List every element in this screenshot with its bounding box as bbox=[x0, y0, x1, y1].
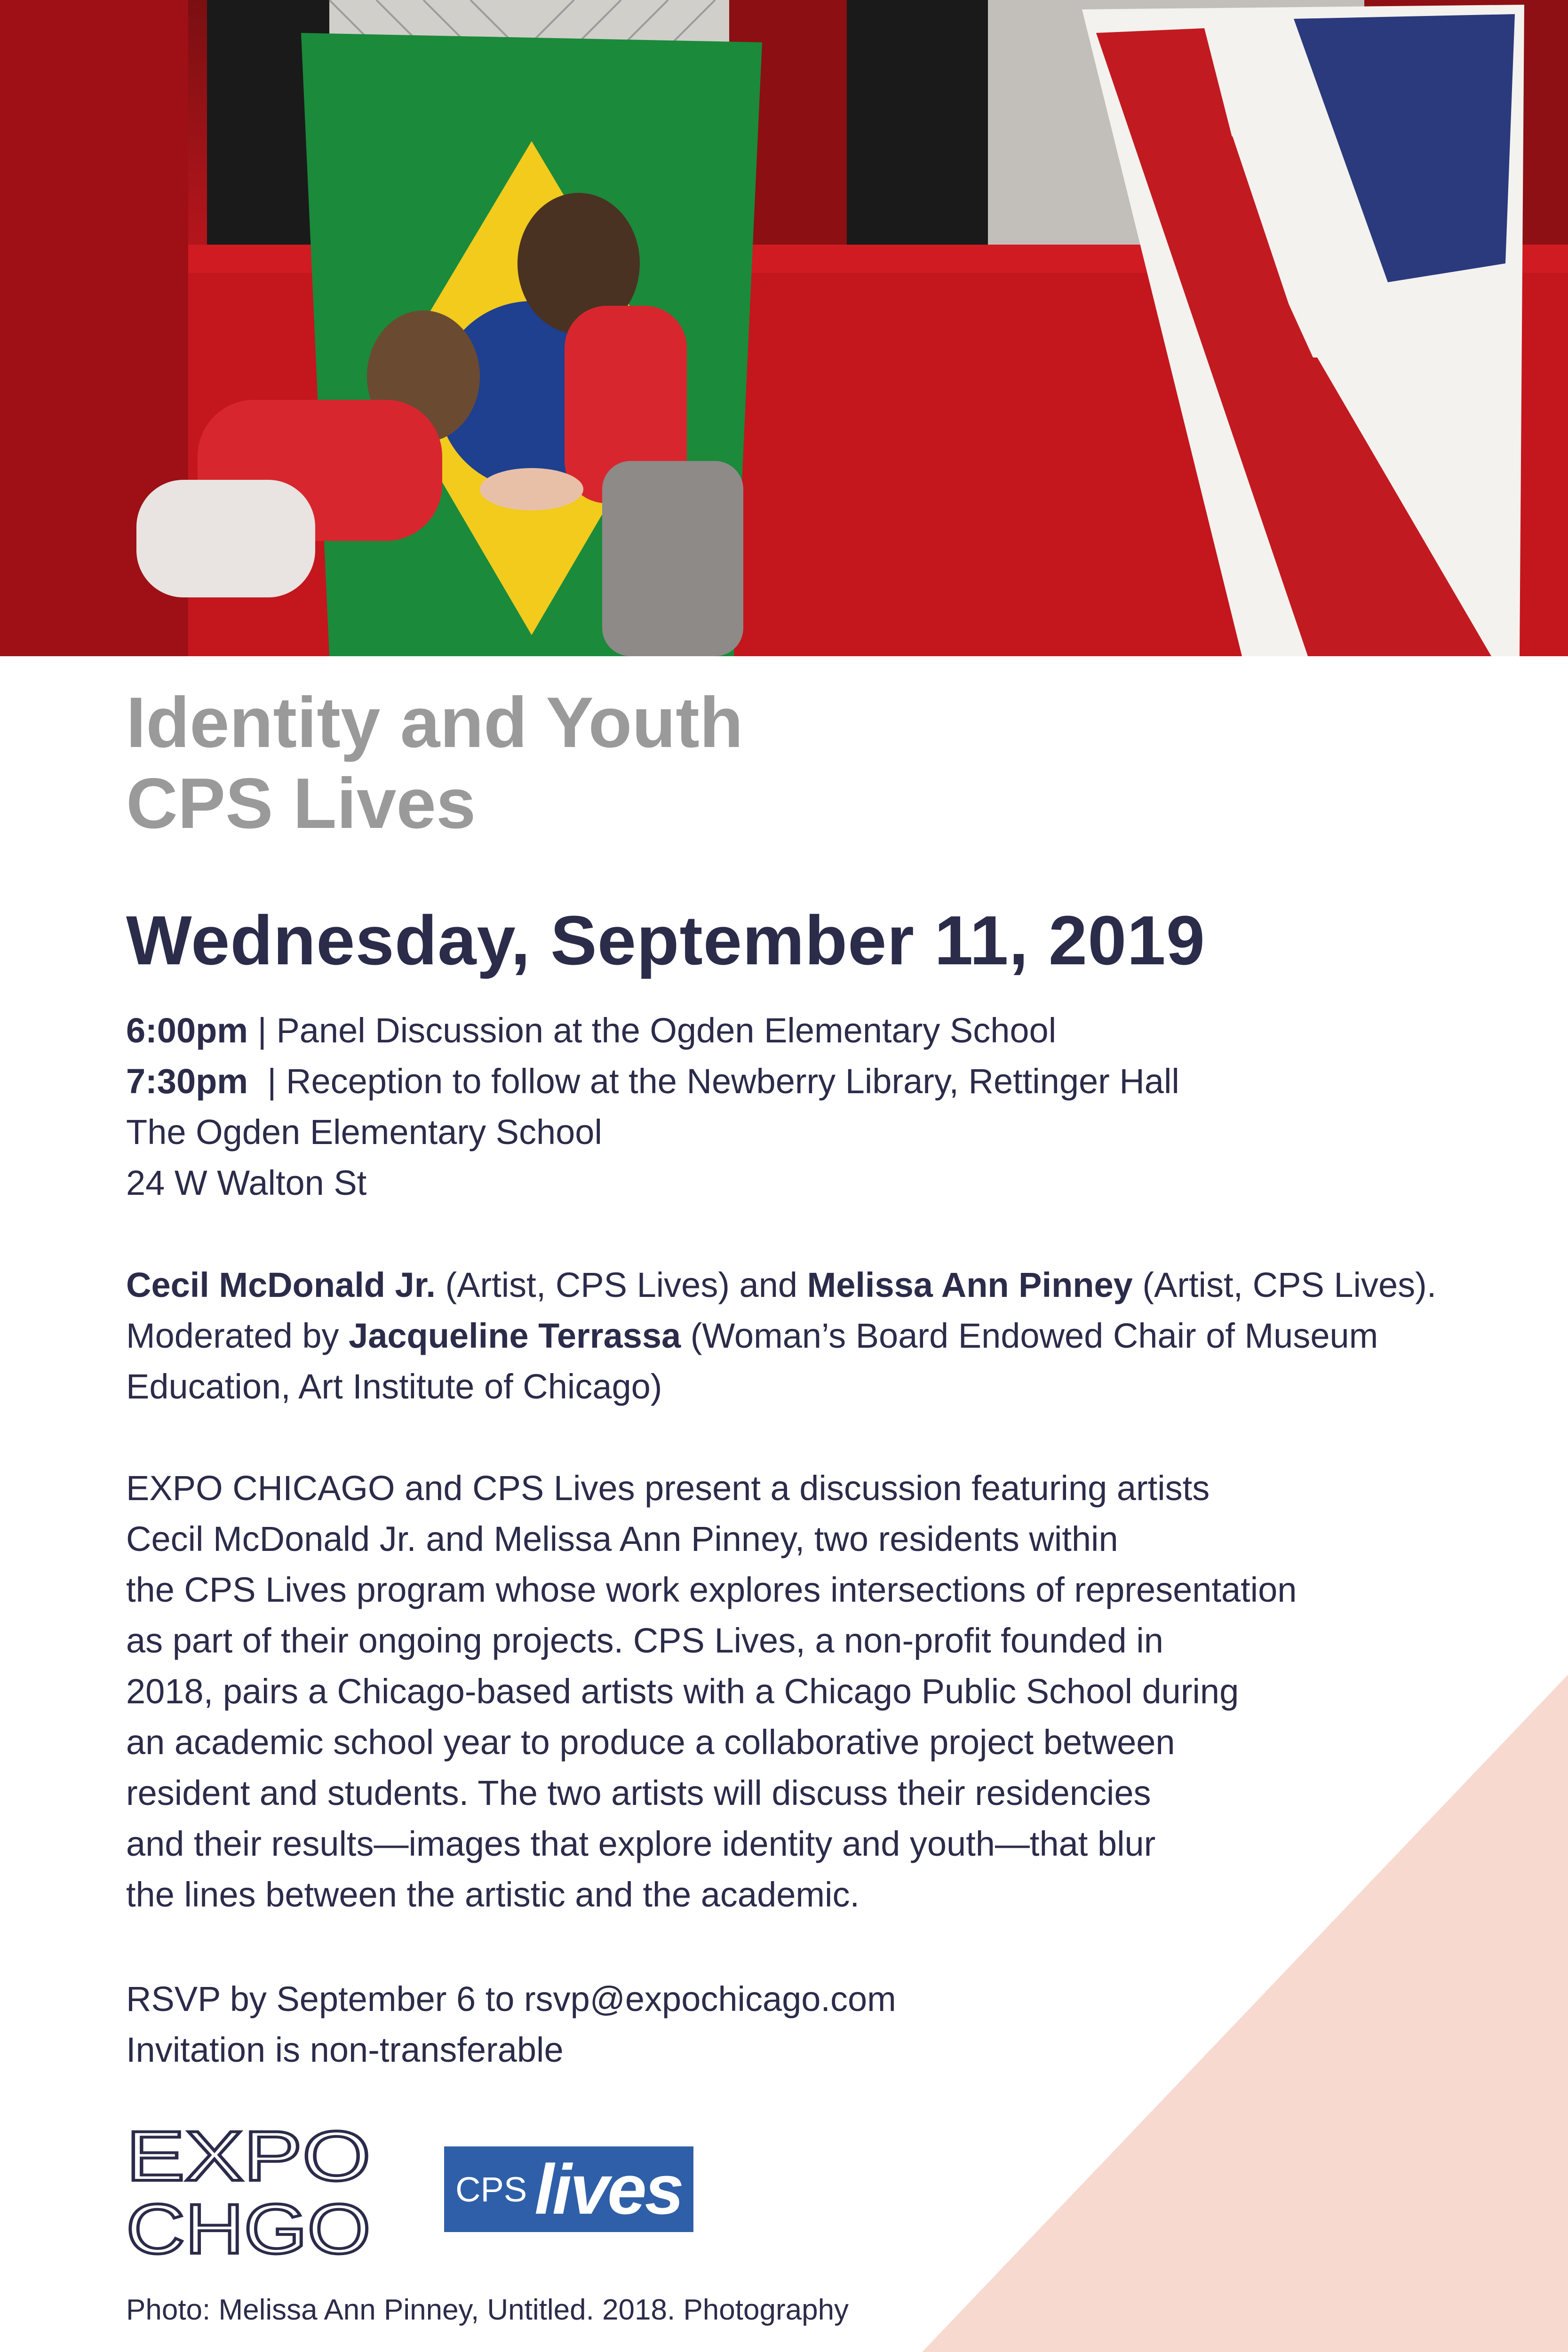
rsvp-block bbox=[126, 1974, 896, 2075]
schedule-separator: | bbox=[248, 1062, 287, 1101]
expo-chicago-logo bbox=[126, 2119, 371, 2265]
description-line: 2018, pairs a Chicago-based artists with a Chicago Public School during bbox=[126, 1672, 1239, 1711]
description-paragraph bbox=[126, 1463, 1297, 1920]
speakers-block bbox=[126, 1260, 1436, 1412]
speaker-1-role: (Artist, CPS Lives) and bbox=[435, 1265, 807, 1304]
venue-address: 24 W Walton St bbox=[126, 1163, 367, 1202]
hero-photo bbox=[0, 0, 1568, 656]
description-line: EXPO CHICAGO and CPS Lives present a discussion featuring artists bbox=[126, 1469, 1210, 1508]
speaker-2-role: (Artist, CPS Lives). bbox=[1132, 1265, 1437, 1304]
venue-name: The Ogden Elementary School bbox=[126, 1112, 602, 1152]
description-line: the lines between the artistic and the academic. bbox=[126, 1875, 860, 1914]
rsvp-note: Invitation is non-transferable bbox=[126, 2030, 564, 2069]
schedule-separator: | bbox=[248, 1011, 277, 1050]
speakers-line bbox=[126, 1260, 1436, 1311]
cps-lives-badge bbox=[444, 2146, 693, 2232]
expo-logo-line-1: EXPO bbox=[126, 2119, 371, 2195]
logos-row bbox=[126, 2119, 682, 2267]
title-line-1: Identity and Youth bbox=[126, 683, 743, 763]
photo-caption: Photo: Melissa Ann Pinney, Untitled. 2018. Photography bbox=[126, 2294, 849, 2326]
speaker-2-name: Melissa Ann Pinney bbox=[807, 1265, 1133, 1304]
description-line: the CPS Lives program whose work explores intersections of representation bbox=[126, 1570, 1297, 1609]
moderator-prefix: Moderated by bbox=[126, 1316, 349, 1355]
event-date: Wednesday, September 11, 2019 bbox=[126, 902, 1206, 979]
description-line: and their results—images that explore identity and youth—that blur bbox=[126, 1824, 1156, 1863]
schedule-desc: Panel Discussion at the Ogden Elementary School bbox=[276, 1011, 1057, 1050]
schedule-time: 6:00pm bbox=[126, 1011, 248, 1050]
page-title bbox=[126, 682, 743, 844]
description-line: resident and students. The two artists will discuss their residencies bbox=[126, 1773, 1151, 1812]
schedule-item bbox=[126, 1005, 1179, 1056]
moderator-role-1: (Woman’s Board Endowed Chair of Museum bbox=[681, 1316, 1378, 1355]
expo-logo-line-2: CHGO bbox=[126, 2189, 371, 2265]
schedule-time: 7:30pm bbox=[126, 1062, 248, 1101]
rsvp-line: RSVP by September 6 to rsvp@expochicago.com bbox=[126, 1979, 896, 2018]
moderator-line bbox=[126, 1311, 1436, 1361]
schedule-desc: Reception to follow at the Newberry Library, Rettinger Hall bbox=[286, 1062, 1179, 1101]
event-schedule bbox=[126, 1005, 1179, 1208]
speaker-1-name: Cecil McDonald Jr. bbox=[126, 1265, 436, 1304]
cps-logo-large: lives bbox=[534, 2149, 682, 2229]
description-line: Cecil McDonald Jr. and Melissa Ann Pinney, two residents within bbox=[126, 1519, 1118, 1558]
schedule-item bbox=[126, 1056, 1179, 1107]
description-line: an academic school year to produce a collaborative project between bbox=[126, 1723, 1175, 1762]
cps-logo-small: CPS bbox=[455, 2169, 527, 2209]
description-line: as part of their ongoing projects. CPS Lives, a non-profit founded in bbox=[126, 1621, 1163, 1660]
moderator-name: Jacqueline Terrassa bbox=[349, 1316, 681, 1355]
moderator-role-2: Education, Art Institute of Chicago) bbox=[126, 1367, 662, 1406]
title-line-2: CPS Lives bbox=[126, 763, 476, 843]
